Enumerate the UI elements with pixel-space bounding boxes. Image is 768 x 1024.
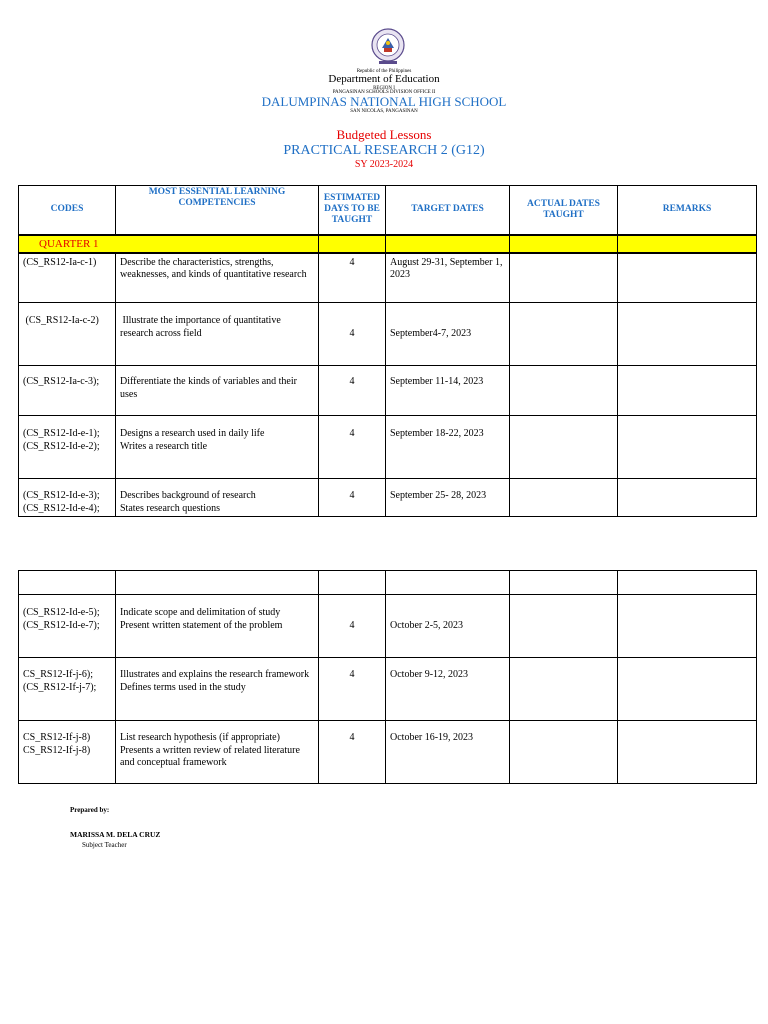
- deped-seal-logo: [371, 28, 405, 68]
- row-competency: Describe the characteristics, strengths, weaknesses, and kinds of quantitative research: [120, 256, 307, 280]
- teacher-role: Subject Teacher: [82, 841, 127, 849]
- header-estimated-days: ESTIMATED DAYS TO BE TAUGHT: [319, 186, 386, 235]
- row-target-date: September 25- 28, 2023: [390, 490, 487, 501]
- header-codes: CODES: [19, 186, 116, 235]
- school-year: SY 2023-2024: [354, 159, 414, 170]
- header-target-dates: TARGET DATES: [386, 186, 510, 235]
- header-remarks: REMARKS: [618, 186, 757, 235]
- subject-title: PRACTICAL RESEARCH 2 (G12): [283, 143, 485, 158]
- school-address: SAN NICOLAS, PANGASINAN: [350, 109, 418, 114]
- row-competency: List research hypothesis (if appropriate) Presents a written review of related literature and conceptual framework: [120, 732, 300, 768]
- row-competency: Designs a research used in daily life Writes a research title: [120, 428, 265, 452]
- row-target-date: October 2-5, 2023: [390, 619, 464, 631]
- row-days: 4: [349, 376, 355, 387]
- header-competencies: MOST ESSENTIAL LEARNING COMPETENCIES: [116, 186, 319, 235]
- row-codes: (CS_RS12-Ia-c-2): [23, 315, 99, 326]
- row-days: 4: [349, 256, 355, 268]
- table-header-row: [19, 186, 757, 235]
- row-competency: Differentiate the kinds of variables and their uses: [120, 376, 297, 400]
- table-row: [19, 658, 757, 721]
- table-row: [19, 366, 757, 416]
- row-target-date: October 16-19, 2023: [390, 732, 474, 743]
- row-competency: Describes background of research States research questions: [120, 490, 256, 514]
- row-target-date: August 29-31, September 1, 2023: [390, 256, 503, 280]
- row-days: 4: [349, 490, 355, 501]
- document-title: Budgeted Lessons: [336, 127, 432, 142]
- row-codes: CS_RS12-If-j-6); (CS_RS12-If-j-7);: [23, 669, 97, 693]
- prepared-by-label: Prepared by:: [70, 806, 110, 814]
- row-codes: (CS_RS12-Ia-c-3);: [23, 376, 100, 387]
- row-codes: (CS_RS12-Id-e-3); (CS_RS12-Id-e-4);: [23, 490, 100, 514]
- republic-text: Republic of the Philippines: [356, 69, 412, 74]
- budgeted-lessons-table: [18, 185, 757, 517]
- table-row: [19, 253, 757, 303]
- row-codes: (CS_RS12-Ia-c-1): [23, 256, 97, 268]
- row-target-date: October 9-12, 2023: [390, 669, 469, 680]
- row-competency: Illustrate the importance of quantitative research across field: [120, 315, 284, 339]
- teacher-name: MARISSA M. DELA CRUZ: [70, 830, 161, 839]
- row-target-date: September4-7, 2023: [390, 327, 472, 339]
- table-row: [19, 416, 757, 479]
- row-days: 4: [349, 619, 355, 631]
- table-row: [19, 595, 757, 658]
- budgeted-lessons-table-continued: [18, 570, 757, 784]
- table-row: [19, 479, 757, 517]
- header-actual-dates: ACTUAL DATES TAUGHT: [510, 186, 618, 235]
- region-text: REGION I: [373, 86, 395, 91]
- row-target-date: September 11-14, 2023: [390, 376, 484, 387]
- row-days: 4: [349, 428, 355, 439]
- table-row: [19, 721, 757, 784]
- row-codes: CS_RS12-If-j-8) CS_RS12-If-j-8): [23, 732, 91, 756]
- row-days: 4: [349, 327, 355, 339]
- row-competency: Indicate scope and delimitation of study Present written statement of the problem: [120, 607, 283, 631]
- empty-row: [19, 571, 757, 595]
- row-codes: (CS_RS12-Id-e-5); (CS_RS12-Id-e-7);: [23, 607, 100, 631]
- row-competency: Illustrates and explains the research framework Defines terms used in the study: [120, 669, 310, 693]
- row-target-date: September 18-22, 2023: [390, 428, 484, 439]
- division-text: PANGASINAN SCHOOLS DIVISION OFFICE II: [332, 90, 436, 95]
- row-codes: (CS_RS12-Id-e-1); (CS_RS12-Id-e-2);: [23, 428, 100, 452]
- row-days: 4: [349, 732, 355, 743]
- school-name: DALUMPINAS NATIONAL HIGH SCHOOL: [261, 94, 507, 109]
- row-days: 4: [349, 669, 355, 680]
- quarter-label: QUARTER 1: [39, 237, 99, 250]
- department-name: Department of Education: [328, 73, 440, 85]
- quarter-row: [19, 235, 757, 253]
- table-row: [19, 303, 757, 366]
